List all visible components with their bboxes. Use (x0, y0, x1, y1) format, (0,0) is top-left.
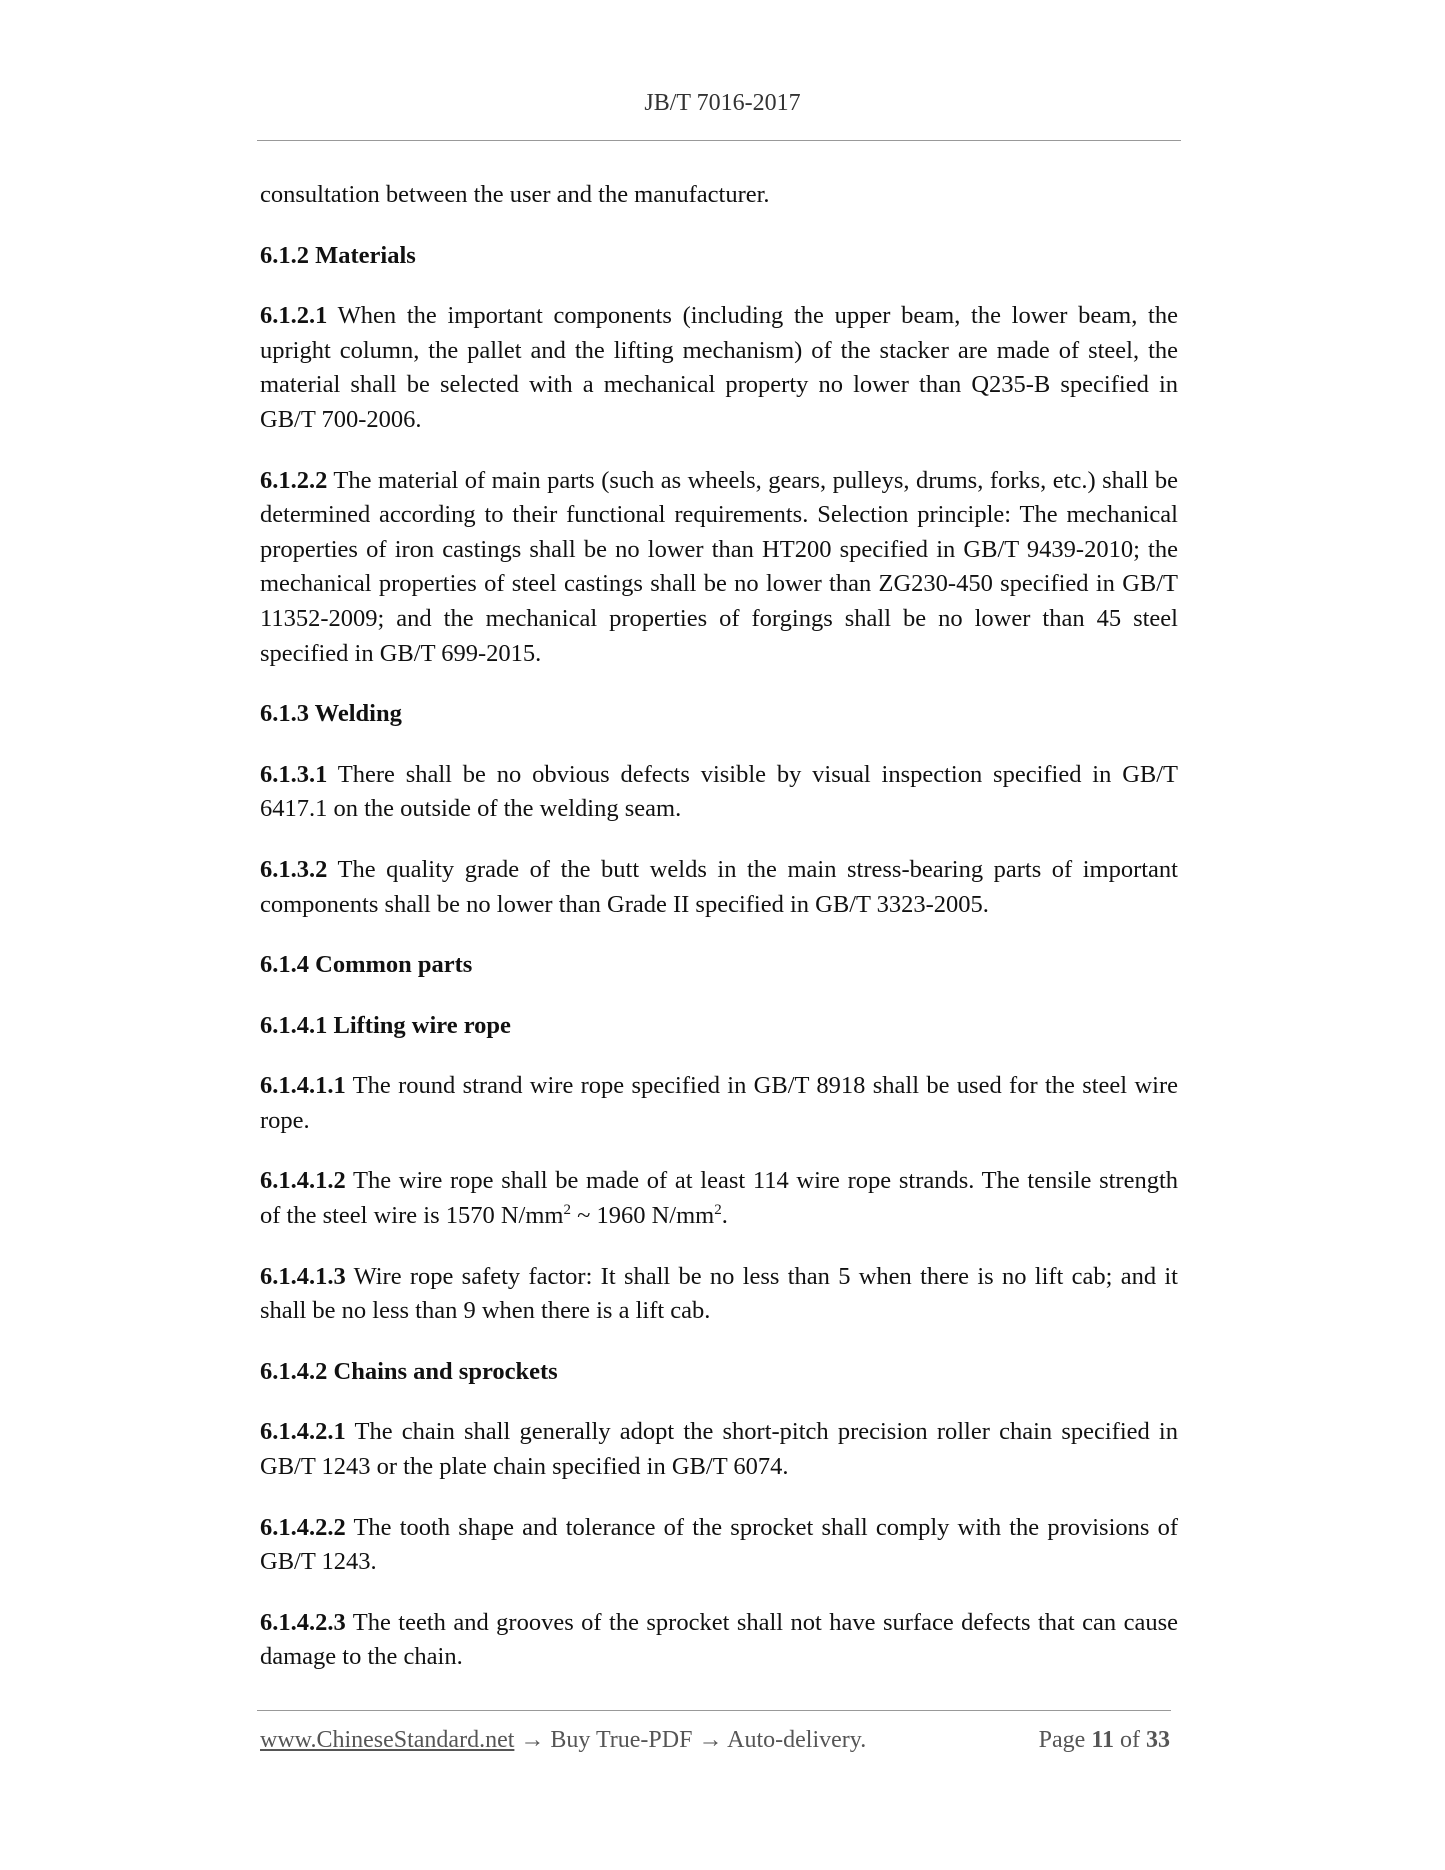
heading-6-1-3: 6.1.3 Welding (260, 700, 402, 728)
superscript: 2 (714, 1202, 722, 1219)
paragraph-6-1-4-2-1 (260, 1415, 1178, 1484)
clause-number: 6.1.3.1 (260, 760, 328, 788)
page-counter (1039, 1727, 1170, 1754)
clause-text: The wire rope shall be made of at least 114 wire rope strands. The tensile strength of the steel wire is 1570 N/mm (260, 1167, 1178, 1230)
clause-number: 6.1.2.1 (260, 302, 328, 330)
paragraph-6-1-4-1-2 (260, 1164, 1178, 1233)
page-content (260, 178, 1178, 1675)
clause-number: 6.1.4.1.1 (260, 1072, 346, 1100)
superscript: 2 (563, 1202, 571, 1219)
heading-6-1-4: 6.1.4 Common parts (260, 951, 473, 979)
header-divider (257, 140, 1181, 141)
clause-number: 6.1.2.2 (260, 466, 328, 494)
clause-text: The material of main parts (such as wheels, gears, pulleys, drums, forks, etc.) shall be determined according to their functional requirements. Selection principle: The mechanical properties of iron castings shall be no lower than HT200 specified in GB/T 9439-2010; the mechanical properties of steel castings shall be no lower than ZG230-450 specified in GB/T 11352-2009; and the mechanical properties of forgings shall be no lower than 45 steel specified in GB/T 699-2015. (260, 466, 1178, 667)
paragraph-6-1-4-1-1 (260, 1069, 1178, 1138)
paragraph-6-1-4-1-3 (260, 1260, 1178, 1329)
paragraph-6-1-4-2-3 (260, 1606, 1178, 1675)
auto-delivery-text: Auto-delivery. (727, 1727, 867, 1753)
clause-text: . (721, 1202, 728, 1230)
clause-text: The teeth and grooves of the sprocket shall not have surface defects that can cause damage to the chain. (260, 1608, 1178, 1671)
arrow-icon: → (514, 1727, 551, 1753)
page-header: JB/T 7016-2017 (644, 90, 801, 116)
paragraph-6-1-2-1 (260, 299, 1178, 437)
clause-text: There shall be no obvious defects visible by visual inspection specified in GB/T 6417.1 on the outside of the welding seam. (260, 760, 1178, 823)
paragraph-6-1-4-2-2 (260, 1511, 1178, 1580)
paragraph-6-1-3-2 (260, 853, 1178, 922)
clause-number: 6.1.4.1.3 (260, 1262, 346, 1290)
clause-text: When the important components (including the upper beam, the lower beam, the upright column, the pallet and the lifting mechanism) of the stacker are made of steel, the material shall be selected with a mechanical property no lower than Q235-B specified in GB/T 700-2006. (260, 302, 1178, 433)
paragraph-6-1-2-2 (260, 464, 1178, 672)
paragraph-continuation: consultation between the user and the manufacturer. (260, 181, 770, 208)
clause-text: Wire rope safety factor: It shall be no less than 5 when there is no lift cab; and it shall be no less than 9 when there is a lift cab. (260, 1262, 1178, 1325)
total-pages: 33 (1146, 1727, 1170, 1753)
heading-6-1-2: 6.1.2 Materials (260, 241, 416, 269)
clause-number: 6.1.4.1.2 (260, 1167, 346, 1195)
clause-number: 6.1.4.2.1 (260, 1418, 346, 1446)
clause-number: 6.1.3.2 (260, 855, 328, 883)
of-label: of (1114, 1727, 1146, 1753)
page-label: Page (1038, 1727, 1092, 1753)
clause-text: The tooth shape and tolerance of the sprocket shall comply with the provisions of GB/T 1243. (260, 1513, 1178, 1576)
clause-number: 6.1.4.2.3 (260, 1608, 346, 1636)
arrow-icon: → (692, 1727, 728, 1753)
clause-text: The round strand wire rope specified in GB/T 8918 shall be used for the steel wire rope. (260, 1072, 1178, 1134)
clause-text: ~ 1960 N/mm (570, 1202, 715, 1230)
buy-true-pdf-text: Buy True-PDF (550, 1727, 693, 1753)
clause-text: The quality grade of the butt welds in the main stress-bearing parts of important components shall be no lower than Grade II specified in GB/T 3323-2005. (260, 855, 1178, 918)
footer-divider (257, 1710, 1171, 1711)
paragraph-6-1-3-1 (260, 758, 1178, 827)
heading-6-1-4-2: 6.1.4.2 Chains and sprockets (260, 1357, 558, 1385)
website-link[interactable]: www.ChineseStandard.net (260, 1727, 515, 1753)
footer-promo (260, 1727, 866, 1754)
page-number: 11 (1091, 1727, 1114, 1753)
heading-6-1-4-1: 6.1.4.1 Lifting wire rope (260, 1011, 511, 1039)
clause-number: 6.1.4.2.2 (260, 1513, 346, 1541)
clause-text: The chain shall generally adopt the short-pitch precision roller chain specified in GB/T 1243 or the plate chain specified in GB/T 6074. (260, 1418, 1178, 1481)
